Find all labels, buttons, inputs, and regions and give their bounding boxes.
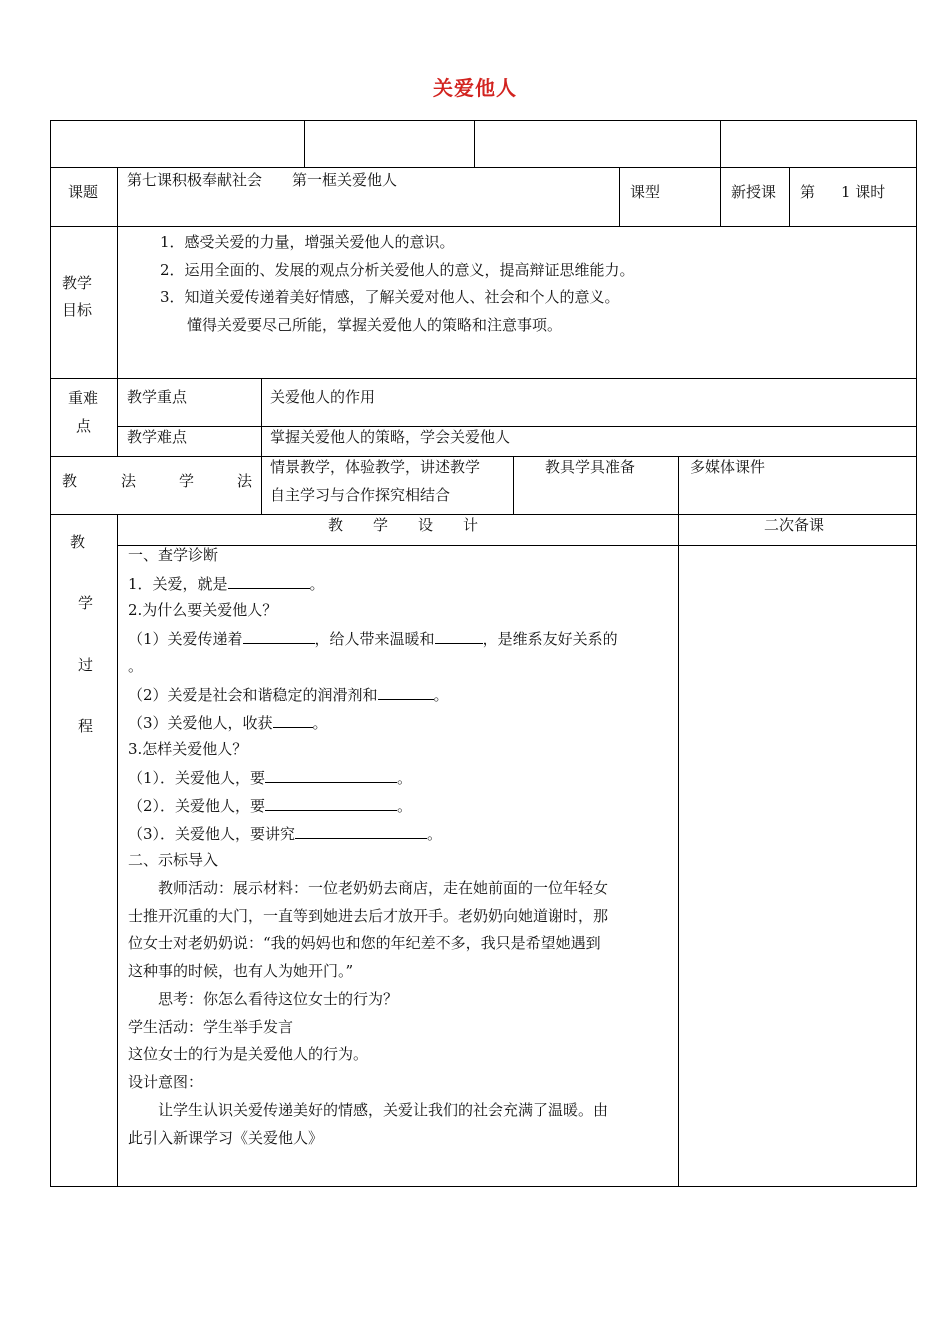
keypoints-label-1: 重难 — [68, 389, 99, 407]
section-title: 二、示标导入 — [128, 851, 219, 869]
difficulty-label: 教学难点 — [127, 428, 188, 446]
punct: 。 — [397, 769, 413, 787]
think-question: 思考：你怎么看待这位女士的行为？ — [158, 990, 399, 1008]
intent-text: 此引入新课学习《关爱他人》 — [128, 1129, 324, 1147]
question-text: （3）关爱他人，收获 — [128, 714, 273, 732]
punct: 。 — [433, 686, 449, 704]
tools-value: 多媒体课件 — [690, 458, 766, 476]
question-text: （3）．关爱他人，要讲究 — [128, 825, 296, 843]
answer-blank — [228, 574, 310, 589]
question-line — [128, 685, 449, 704]
process-label-char: 过 — [78, 656, 94, 674]
methods-label-char: 教 — [62, 472, 78, 490]
course-label: 课题 — [68, 183, 99, 201]
question-line — [128, 768, 412, 787]
question-line — [128, 824, 442, 843]
design-header: 教 学 设 计 — [328, 516, 479, 534]
period-value: 1 课时 — [841, 183, 886, 201]
objectives-label-2: 目标 — [62, 301, 93, 319]
punct: 。 — [427, 825, 443, 843]
teacher-activity: 士推开沉重的大门，一直等到她进去后才放开手。老奶奶向她道谢时，那 — [128, 907, 609, 925]
difficulty-value: 掌握关爱他人的策略，学会关爱他人 — [270, 428, 511, 446]
objective-item: 2．运用全面的、发展的观点分析关爱他人的意义，提高辩证思维能力。 — [160, 261, 635, 279]
answer-blank — [265, 796, 397, 811]
type-value: 新授课 — [731, 183, 777, 201]
methods-value-2: 自主学习与合作探究相结合 — [270, 486, 451, 504]
question-line: 2.为什么要关爱他人？ — [128, 601, 278, 619]
page-title: 关爱他人 — [433, 76, 517, 100]
punct: 。 — [397, 797, 413, 815]
punct: 。 — [128, 657, 144, 675]
process-label-char: 程 — [78, 717, 94, 735]
objective-item: 懂得关爱要尽己所能，掌握关爱他人的策略和注意事项。 — [187, 316, 563, 334]
answer-blank — [243, 629, 315, 644]
process-label-char: 教 — [70, 533, 86, 551]
objective-item: 3．知道关爱传递着美好情感，了解关爱对他人、社会和个人的意义。 — [160, 288, 620, 306]
question-text: ，给人带来温暖和 — [314, 630, 435, 648]
tools-label: 教具学具准备 — [545, 458, 636, 476]
question-text: （2）．关爱他人，要 — [128, 797, 266, 815]
objectives-label-1: 教学 — [62, 274, 93, 292]
period-prefix: 第 — [800, 183, 816, 201]
punct: 。 — [312, 714, 328, 732]
question-line: 3.怎样关爱他人？ — [128, 740, 248, 758]
question-line — [128, 574, 325, 593]
teacher-activity: 位女士对老奶奶说：“我的妈妈也和您的年纪差不多，我只是希望她遇到 — [128, 934, 601, 952]
methods-label-char: 法 — [237, 472, 253, 490]
question-text: （2）关爱是社会和谐稳定的润滑剂和 — [128, 686, 378, 704]
question-text: （1）．关爱他人，要 — [128, 769, 266, 787]
methods-value-1: 情景教学，体验教学，讲述教学 — [270, 458, 481, 476]
question-line — [128, 713, 328, 732]
punct: 。 — [309, 575, 325, 593]
student-activity: 学生活动：学生举手发言 — [128, 1018, 294, 1036]
answer-text: 这位女士的行为是关爱他人的行为。 — [128, 1045, 369, 1063]
question-text: ，是维系友好关系的 — [482, 630, 618, 648]
methods-label-char: 法 — [121, 472, 137, 490]
answer-blank — [378, 685, 434, 700]
teacher-activity: 这种事的时候，也有人为她开门。” — [128, 962, 354, 980]
course-name: 第七课积极奉献社会 第一框关爱他人 — [127, 171, 398, 189]
question-line — [128, 796, 412, 815]
teacher-activity: 教师活动：展示材料：一位老奶奶去商店，走在她前面的一位年轻女 — [158, 879, 609, 897]
objective-item: 1．感受关爱的力量，增强关爱他人的意识。 — [160, 233, 455, 251]
section-title: 一、查学诊断 — [128, 546, 219, 564]
focus-value: 关爱他人的作用 — [270, 388, 376, 406]
intent-label: 设计意图： — [128, 1073, 204, 1091]
question-text: （1）关爱传递着 — [128, 630, 243, 648]
type-label: 课型 — [630, 183, 661, 201]
answer-blank — [435, 629, 483, 644]
answer-blank — [273, 713, 313, 728]
keypoints-label-2: 点 — [76, 417, 92, 435]
focus-label: 教学重点 — [127, 388, 188, 406]
process-label-char: 学 — [78, 594, 94, 612]
notes-header: 二次备课 — [764, 516, 825, 534]
answer-blank — [295, 824, 427, 839]
question-text: 1．关爱，就是 — [128, 575, 228, 593]
question-line — [128, 629, 618, 648]
answer-blank — [265, 768, 397, 783]
methods-label-char: 学 — [179, 472, 195, 490]
intent-text: 让学生认识关爱传递美好的情感，关爱让我们的社会充满了温暖。由 — [158, 1101, 609, 1119]
